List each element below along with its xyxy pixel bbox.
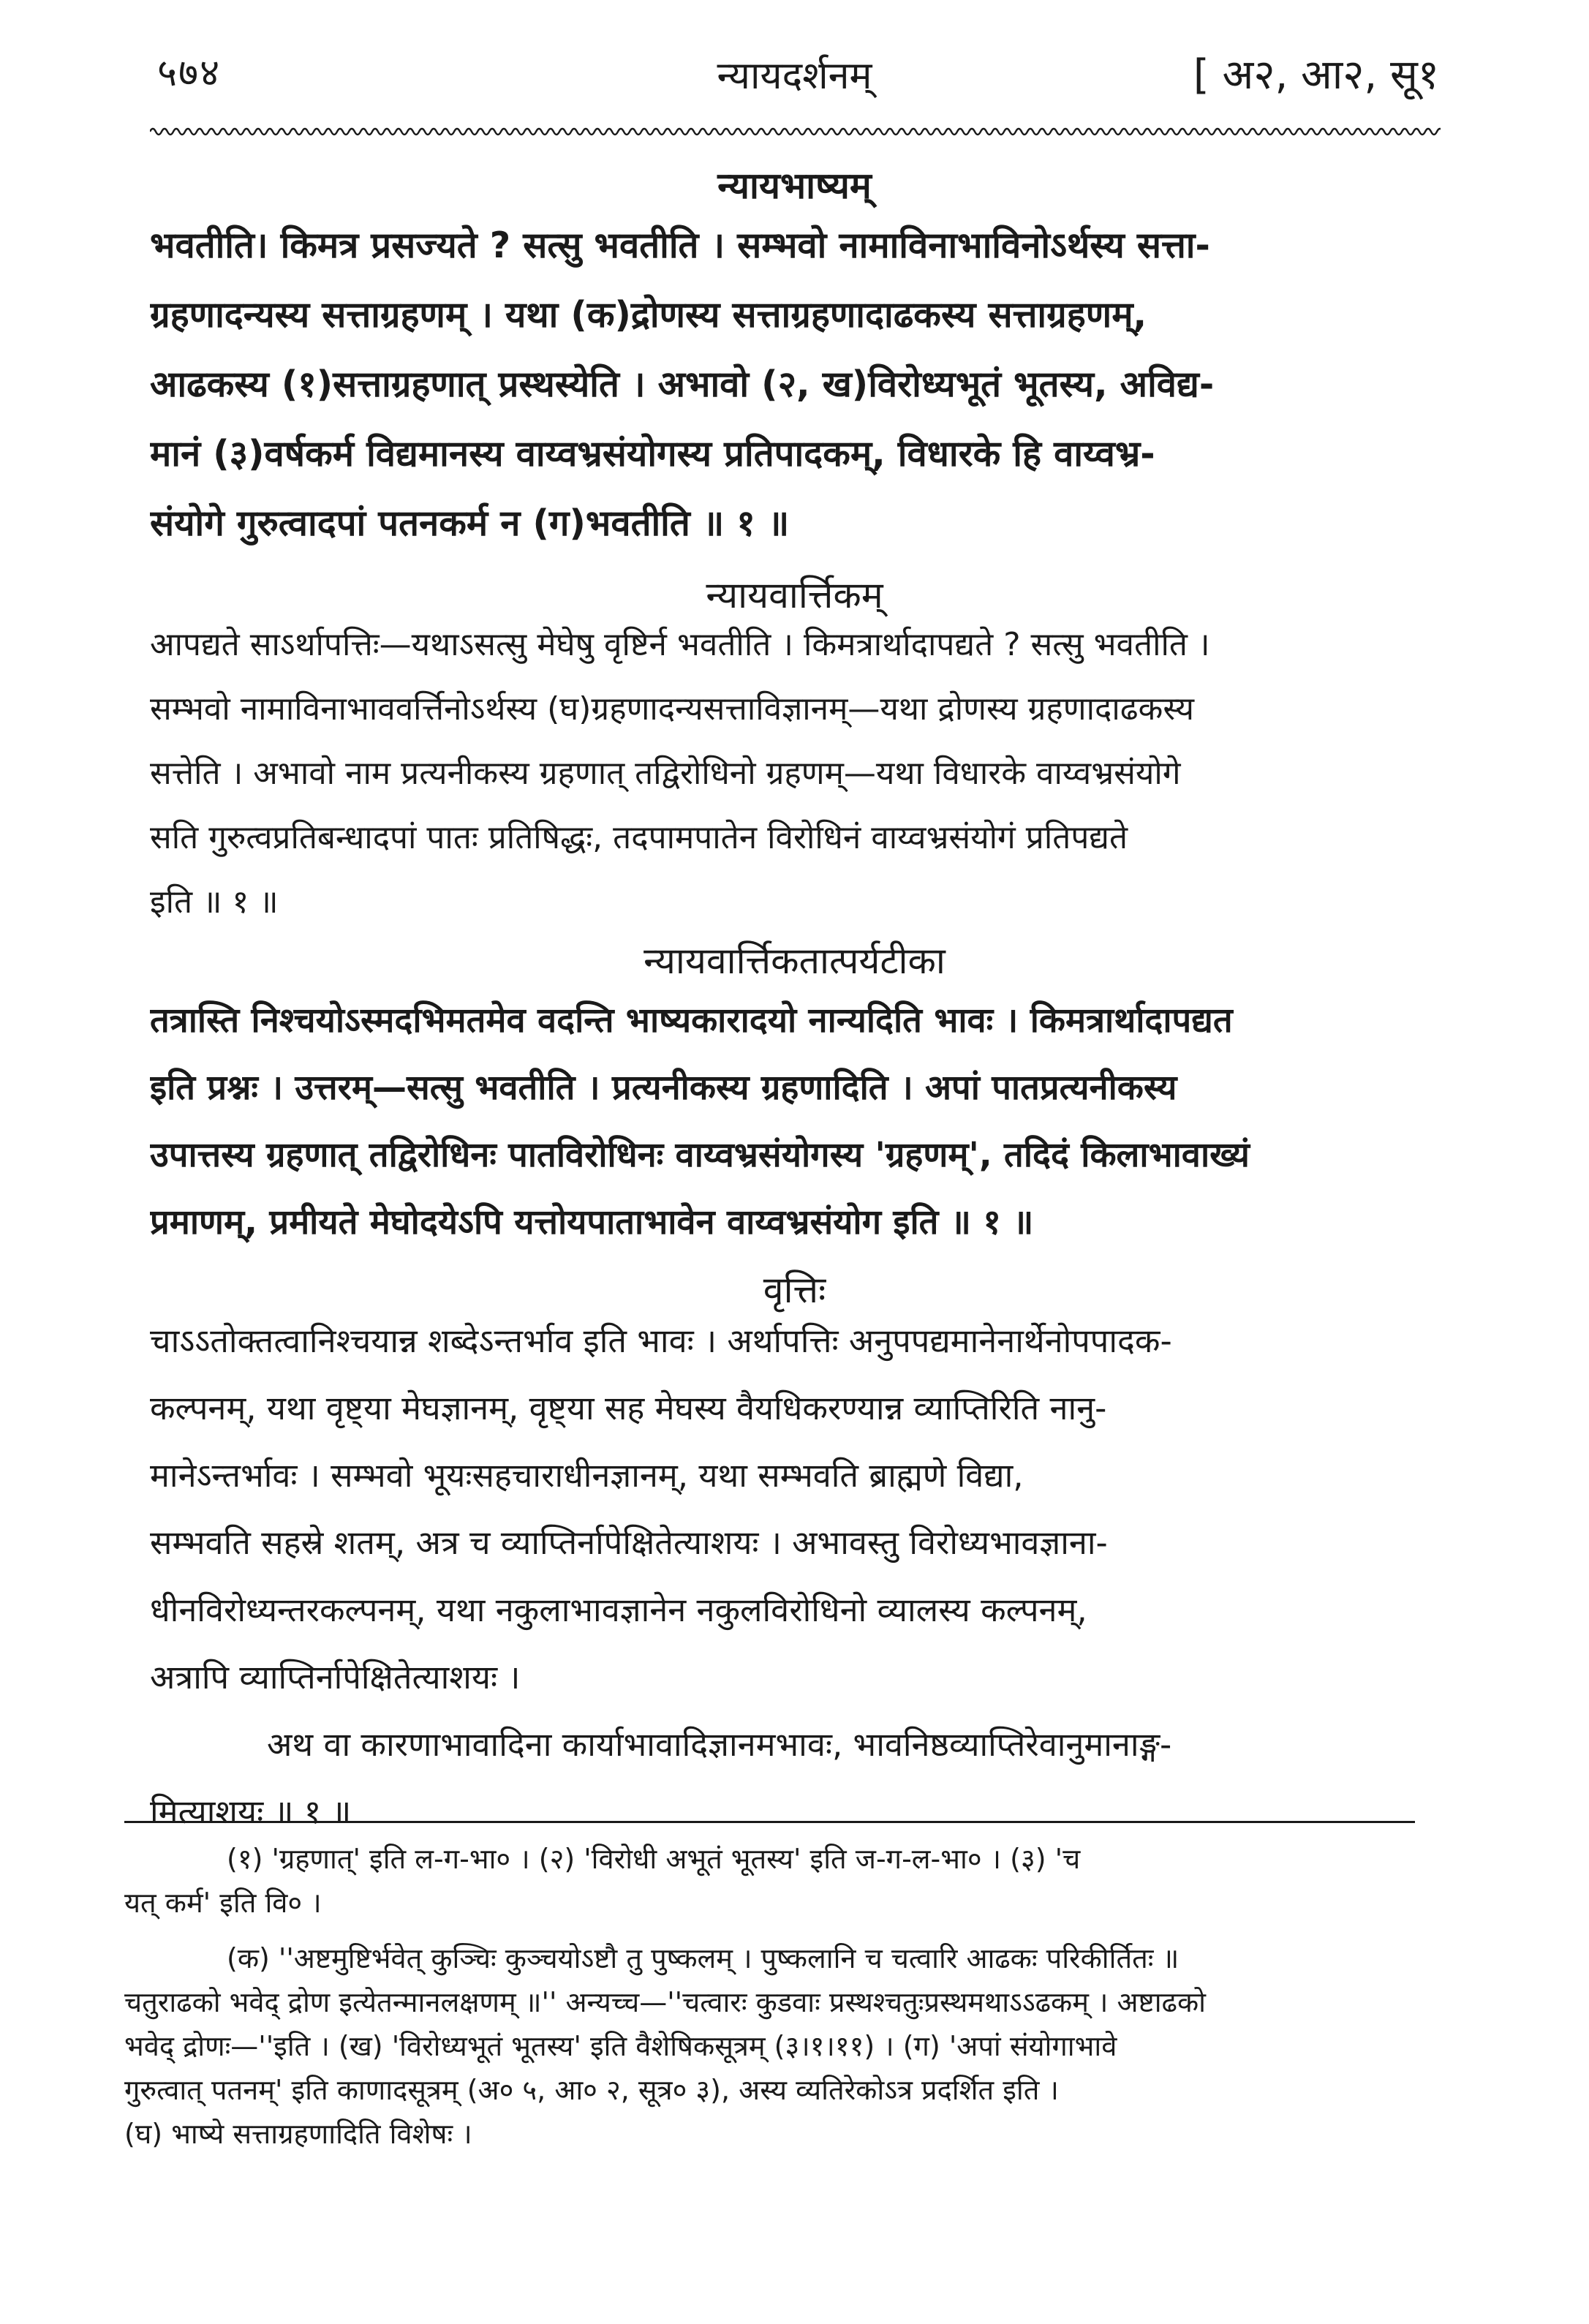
varttika-heading: न्यायवार्त्तिकम् <box>706 574 883 616</box>
vritti-line: धीनविरोध्यन्तरकल्पनम्, यथा नकुलाभावज्ञानेन नकुलविरोधिनो व्यालस्य कल्पनम्, <box>150 1591 1087 1629</box>
varttika-line: इति ॥ १ ॥ <box>150 883 279 921</box>
tatparya-line: उपात्तस्य ग्रहणात् तद्विरोधिनः पातविरोधिनः वाय्वभ्रसंयोगस्य 'ग्रहणम्', तदिदं किलाभावाख्यं <box>150 1135 1250 1175</box>
vritti-line: मानेऽन्तर्भावः । सम्भवो भूयःसहचाराधीनज्ञानम्, यथा सम्भवति ब्राह्मणे विद्या, <box>150 1456 1024 1495</box>
tatparya-line: प्रमाणम्, प्रमीयते मेघोदयेऽपि यत्तोयपाताभावेन वाय्वभ्रसंयोग इति ॥ १ ॥ <box>150 1202 1034 1242</box>
vritti-line: मित्याशयः ॥ १ ॥ <box>150 1792 352 1831</box>
footnotes-lettered <box>124 1936 1433 2156</box>
tatparya-text <box>150 987 1441 1256</box>
bhashya-line: आढकस्य (१)सत्ताग्रहणात् प्रस्थस्येति । अभावो (२, ख)विरोध्यभूतं भूतस्य, अविद्य- <box>150 363 1215 405</box>
footnote-line: यत् कर्म' इति वि० । <box>124 1887 322 1919</box>
footnote-line: गुरुत्वात् पतनम्' इति काणादसूत्रम् (अ० ५, आ० २, सूत्र० ३), अस्य व्यतिरेकोऽत्र प्रदर्शित इति । <box>124 2074 1059 2106</box>
chapter-reference: [ अ२, आ२, सू१ <box>1193 51 1439 99</box>
varttika-line: आपद्यते साऽर्थापत्तिः—यथाऽसत्सु मेघेषु वृष्टिर्न भवतीति । किमत्रार्थादापद्यते ? सत्सु भवतीति । <box>150 626 1210 663</box>
vritti-heading: वृत्तिः <box>763 1269 826 1311</box>
tatparya-line: तत्रास्ति निश्चयोऽस्मदभिमतमेव वदन्ति भाष्यकारादयो नान्यदिति भावः । किमत्रार्थादापद्यत <box>150 1000 1233 1041</box>
vritti-line: चाऽऽतोक्तत्वानिश्चयान्न शब्देऽन्तर्भाव इति भावः । अर्थापत्तिः अनुपपद्यमानेनार्थेनोपपादक- <box>150 1321 1172 1360</box>
footnote-line: चतुराढको भवेद् द्रोण इत्येतन्मानलक्षणम् ॥'' अन्यच्च—''चत्वारः कुडवाः प्रस्थश्चतुःप्रस्थमथाऽऽढकम् । अष्टाढको <box>124 1986 1206 2018</box>
bhashya-line: ग्रहणादन्यस्य सत्ताग्रहणम् । यथा (क)द्रोणस्य सत्ताग्रहणादाढकस्य सत्ताग्रहणम्, <box>150 294 1147 336</box>
varttika-line: सत्तेति । अभावो नाम प्रत्यनीकस्य ग्रहणात् तद्विरोधिनो ग्रहणम्—यथा विधारके वाय्वभ्रसंयोगे <box>150 755 1181 792</box>
vritti-line: कल्पनम्, यथा वृष्ट्या मेघज्ञानम्, वृष्ट्या सह मेघस्य वैयधिकरण्यान्न व्याप्तिरिति नानु- <box>150 1389 1107 1427</box>
vritti-line: अत्रापि व्याप्तिर्नापेक्षितेत्याशयः । <box>150 1658 521 1697</box>
varttika-line: सम्भवो नामाविनाभाववर्त्तिनोऽर्थस्य (घ)ग्रहणादन्यसत्ताविज्ञानम्—यथा द्रोणस्य ग्रहणादाढकस्य <box>150 690 1194 728</box>
bhashya-text <box>150 211 1441 558</box>
wavy-header-rule <box>150 124 1441 139</box>
vritti-line: सम्भवति सहस्रे शतम्, अत्र च व्याप्तिर्नापेक्षितेत्याशयः । अभावस्तु विरोध्यभावज्ञाना- <box>150 1523 1108 1562</box>
footnote-line: (क) ''अष्टमुष्टिर्भवेत् कुञ्चिः कुञ्चयोऽष्टौ तु पुष्कलम् । पुष्कलानि च चत्वारि आढकः परिकीर्तितः ॥ <box>227 1942 1180 1974</box>
running-header <box>0 45 1589 118</box>
vritti-text <box>150 1308 1441 1846</box>
bhashya-line: संयोगे गुरुत्वादपां पतनकर्म न (ग)भवतीति ॥ १ ॥ <box>150 502 790 544</box>
footnote-divider <box>124 1821 1415 1823</box>
bhashya-line: मानं (३)वर्षकर्म विद्यमानस्य वाय्वभ्रसंयोगस्य प्रतिपादकम्, विधारके हि वाय्वभ्र- <box>150 433 1155 475</box>
tatparya-line: इति प्रश्नः । उत्तरम्—सत्सु भवतीति । प्रत्यनीकस्य ग्रहणादिति । अपां पातप्रत्यनीकस्य <box>150 1068 1177 1108</box>
varttika-line: सति गुरुत्वप्रतिबन्धादपां पातः प्रतिषिद्धः, तदपामपातेन विरोधिनं वाय्वभ्रसंयोगं प्रतिपद्यते <box>150 819 1128 856</box>
bhashya-line: भवतीति। किमत्र प्रसज्यते ? सत्सु भवतीति । सम्भवो नामाविनाभाविनोऽर्थस्य सत्ता- <box>150 225 1210 266</box>
footnote-line: (१) 'ग्रहणात्' इति ल-ग-भा० । (२) 'विरोधी अभूतं भूतस्य' इति ज-ग-ल-भा० । (३) 'च <box>227 1843 1081 1875</box>
vritti-line: अथ वा कारणाभावादिना कार्याभावादिज्ञानमभावः, भावनिष्ठव्याप्तिरेवानुमानाङ्ग- <box>267 1725 1172 1764</box>
page-number: ५७४ <box>157 51 222 95</box>
footnote-line: (घ) भाष्ये सत्ताग्रहणादिति विशेषः । <box>124 2118 472 2150</box>
book-title: न्यायदर्शनम् <box>717 54 872 98</box>
bhashya-heading: न्यायभाष्यम् <box>717 165 872 207</box>
footnote-line: भवेद् द्रोणः—''इति । (ख) 'विरोध्यभूतं भूतस्य' इति वैशेषिकसूत्रम् (३।१।११) । (ग) 'अपां संयोगाभावे <box>124 2030 1117 2062</box>
tatparya-heading: न्यायवार्त्तिकतात्पर्यटीका <box>643 940 946 982</box>
footnotes-numbered <box>124 1837 1433 1925</box>
varttika-text <box>150 613 1441 935</box>
